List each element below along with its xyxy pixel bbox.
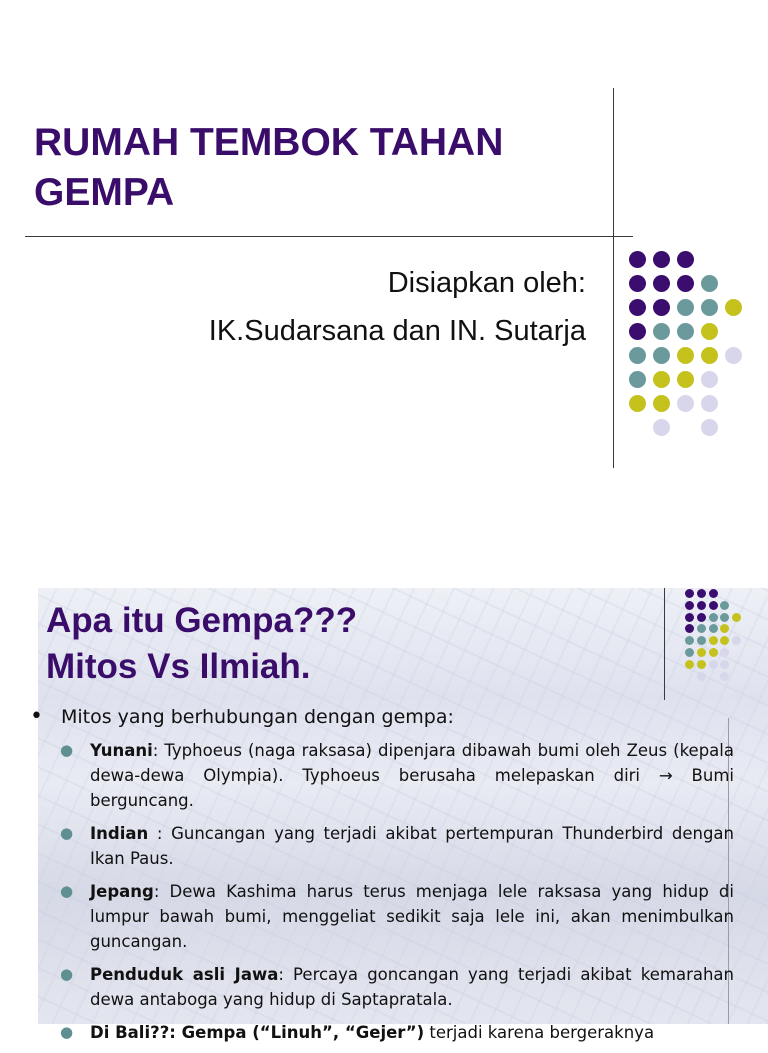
bullet-icon: ●: [60, 824, 74, 842]
decorative-dot: [677, 347, 694, 364]
decorative-dot: [697, 648, 706, 657]
item-text: : Dewa Kashima harus terus menjaga lele raksasa yang hidup di lumpur bawah bumi, menggeliat sedikit saja lele ini, akan menimbulkan guncangan.: [90, 882, 734, 951]
decorative-dot: [629, 323, 646, 340]
slide-2: [30, 588, 768, 1042]
decorative-dot: [677, 395, 694, 412]
decorative-dot: [701, 347, 718, 364]
decorative-dot: [653, 251, 670, 268]
decorative-dot: [720, 660, 729, 669]
decorative-dot: [677, 371, 694, 388]
item-text: : Percaya goncangan yang terjadi akibat kemarahan dewa antaboga yang hidup di Saptapratala.: [90, 965, 734, 1009]
decorative-dot: [709, 636, 718, 645]
decorative-dot: [653, 275, 670, 292]
slide-2-title-line-2: Mitos Vs Ilmiah.: [46, 647, 311, 686]
decorative-dot: [697, 601, 706, 610]
item-text: terjadi karena bergeraknya: [424, 1023, 655, 1042]
decorative-dot: [685, 648, 694, 657]
decorative-dot: [720, 601, 729, 610]
decorative-dot: [629, 251, 646, 268]
decorative-dot: [697, 613, 706, 622]
list-item: [60, 738, 734, 813]
item-label: Penduduk asli Jawa: [90, 965, 279, 984]
item-text: : Typhoeus (naga raksasa) dipenjara dibawah bumi oleh Zeus (kepala dewa-dewa Olympia). Typhoeus berusaha melepaskan diri → Bumi berguncang.: [90, 741, 734, 810]
slide-2-title: [46, 598, 646, 690]
decorative-dot: [725, 299, 742, 316]
decorative-dot: [685, 589, 694, 598]
horizontal-divider: [25, 236, 633, 237]
decorative-dot: [701, 323, 718, 340]
decorative-dot: [653, 323, 670, 340]
decorative-dot: [720, 636, 729, 645]
bullet-icon: ●: [60, 741, 74, 759]
decorative-dot: [629, 347, 646, 364]
decorative-dot: [677, 323, 694, 340]
subtitle-authors: IK.Sudarsana dan IN. Sutarja: [208, 315, 586, 347]
decorative-dot: [709, 624, 718, 633]
item-label: Di Bali??: Gempa (“Linuh”, “Gejer”): [90, 1023, 425, 1042]
decorative-dot: [701, 395, 718, 412]
decorative-dot: [677, 251, 694, 268]
decorative-dot: [725, 347, 742, 364]
decorative-dot: [709, 660, 718, 669]
decorative-dot: [701, 275, 718, 292]
decorative-dot: [685, 613, 694, 622]
decorative-dot: [653, 371, 670, 388]
decorative-dot: [701, 299, 718, 316]
decorative-dot: [732, 636, 741, 645]
decorative-dot: [653, 419, 670, 436]
bullet-icon: •: [30, 704, 43, 729]
slide-1-title: RUMAH TEMBOK TAHAN GEMPA: [34, 121, 504, 214]
item-label: Jepang: [90, 882, 154, 901]
decorative-dot: [685, 636, 694, 645]
decorative-dot: [709, 601, 718, 610]
list-item: [60, 1020, 734, 1045]
decorative-dot: [629, 299, 646, 316]
bullet-icon: ●: [60, 965, 74, 983]
decorative-dot: [677, 275, 694, 292]
decorative-dot: [697, 589, 706, 598]
bullet-icon: ●: [60, 1023, 74, 1041]
item-text: : Guncangan yang terjadi akibat pertempuran Thunderbird dengan Ikan Paus.: [90, 824, 734, 868]
decorative-dot: [732, 613, 741, 622]
bullet-icon: ●: [60, 882, 74, 900]
decorative-dot: [701, 371, 718, 388]
decorative-dot: [697, 624, 706, 633]
decorative-dot: [629, 395, 646, 412]
decorative-dot: [720, 613, 729, 622]
item-label: Indian: [90, 824, 149, 843]
decorative-dot: [697, 672, 706, 681]
decorative-dot: [720, 624, 729, 633]
decorative-dot: [697, 660, 706, 669]
decorative-dot: [685, 660, 694, 669]
decorative-dot: [685, 601, 694, 610]
decorative-dot: [709, 589, 718, 598]
myth-list: [60, 738, 734, 1053]
decorative-dot: [653, 299, 670, 316]
vertical-divider: [664, 588, 665, 700]
list-item: [60, 821, 734, 871]
vertical-divider: [613, 88, 614, 468]
subtitle-prepared-by: Disiapkan oleh:: [387, 267, 586, 299]
decorative-dot: [709, 648, 718, 657]
decorative-dot: [653, 395, 670, 412]
decorative-dot: [709, 613, 718, 622]
decorative-dot: [653, 347, 670, 364]
decorative-dot: [720, 672, 729, 681]
list-item: [60, 879, 734, 954]
decorative-dot: [685, 624, 694, 633]
decorative-dot: [720, 648, 729, 657]
list-item: [60, 962, 734, 1012]
main-bullet-text: Mitos yang berhubungan dengan gempa:: [61, 706, 454, 728]
decorative-dot: [629, 275, 646, 292]
decorative-dot: [701, 419, 718, 436]
decorative-dot: [677, 299, 694, 316]
decorative-dot: [697, 636, 706, 645]
item-label: Yunani: [90, 741, 153, 760]
slide-2-title-line-1: Apa itu Gempa???: [46, 601, 358, 640]
decorative-dot: [629, 371, 646, 388]
